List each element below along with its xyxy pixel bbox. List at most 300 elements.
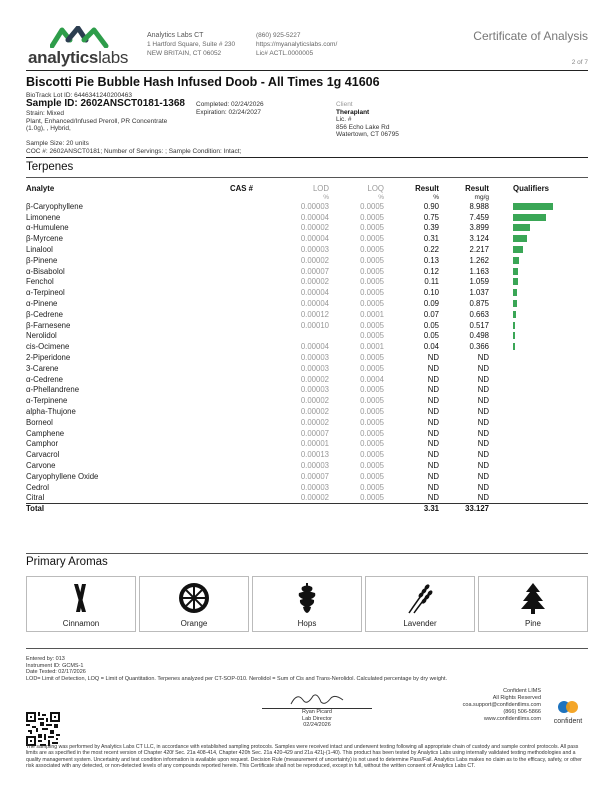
table-row	[26, 320, 588, 331]
analyte-name: β-Farnesene	[26, 320, 71, 330]
analyte-result-mg: ND	[477, 396, 489, 406]
units-row	[26, 193, 588, 201]
analyte-lod: 0.00004	[300, 288, 329, 298]
concentration-bar	[513, 214, 546, 221]
analyte-loq: 0.0001	[360, 342, 384, 352]
analyte-cas	[189, 428, 279, 439]
table-row	[26, 233, 588, 244]
lab-license: Lic# ACTL.0000005	[256, 50, 314, 57]
aroma-label: Hops	[297, 619, 317, 628]
analyte-result-pct: ND	[427, 363, 439, 373]
analyte-result-pct: ND	[427, 493, 439, 503]
analyte-result-pct: ND	[427, 417, 439, 427]
document-title: Certificate of Analysis	[473, 29, 588, 43]
total-result-pct: 3.31	[423, 504, 439, 514]
analyte-loq: 0.0005	[360, 245, 384, 255]
analyte-loq: 0.0005	[360, 266, 384, 276]
analyte-result-pct: ND	[427, 471, 439, 481]
product-title: Biscotti Pie Bubble Hash Infused Doob - All Times 1g 41606	[26, 75, 380, 89]
logo-text: analyticslabs	[28, 48, 129, 67]
aroma-orange	[139, 576, 249, 632]
table-row	[26, 428, 588, 439]
analyte-name: 3-Carene	[26, 363, 59, 373]
total-lod	[279, 503, 329, 514]
instrument-id: Instrument ID: GCMS-1	[26, 662, 84, 669]
analyte-cas	[189, 233, 279, 244]
analyte-lod: 0.00003	[300, 353, 329, 363]
confident-line2: All Rights Reserved	[492, 695, 541, 701]
signer-date: 02/24/2026	[303, 722, 331, 728]
analyte-result-pct: ND	[427, 461, 439, 471]
analyte-lod: 0.00002	[300, 417, 329, 427]
analyte-result-pct: 0.05	[423, 320, 439, 330]
table-row	[26, 255, 588, 266]
analyte-name: β-Cedrene	[26, 309, 63, 319]
analyte-lod: 0.00003	[300, 201, 329, 211]
cinnamon-icon	[64, 581, 98, 615]
analyte-lod: 0.00001	[300, 439, 329, 449]
analyte-name: Camphene	[26, 428, 65, 438]
confident-logo-icon	[548, 698, 588, 718]
dates-block	[196, 101, 264, 116]
concentration-bar	[513, 246, 523, 253]
unit-result-pct: %	[433, 193, 439, 201]
analyte-result-pct: 0.90	[423, 201, 439, 211]
signature-icon	[287, 690, 347, 708]
analyte-name: Limonene	[26, 212, 61, 222]
analyte-cas	[189, 341, 279, 352]
analyte-result-mg: ND	[477, 407, 489, 417]
sample-id: Sample ID: 2602ANSCT0181-1368	[26, 98, 185, 109]
qr-code[interactable]	[26, 712, 60, 746]
unit-loq: %	[378, 193, 384, 201]
analyte-result-mg: ND	[477, 385, 489, 395]
analyte-result-pct: ND	[427, 439, 439, 449]
qualifier-cell	[489, 374, 588, 385]
analyte-name: β-Caryophyllene	[26, 201, 83, 211]
qualifier-cell	[489, 417, 588, 428]
analyte-result-pct: ND	[427, 407, 439, 417]
qualifier-cell	[489, 482, 588, 493]
lavender-icon	[403, 581, 437, 615]
qualifier-cell	[489, 309, 588, 320]
analyte-result-mg: ND	[477, 428, 489, 438]
aroma-pine	[478, 576, 588, 632]
analyte-name: β-Pinene	[26, 255, 58, 265]
analyte-loq: 0.0005	[360, 439, 384, 449]
analyte-lod: 0.00004	[300, 299, 329, 309]
qualifier-cell	[489, 341, 588, 352]
analyte-loq: 0.0005	[360, 353, 384, 363]
test-meta	[26, 656, 447, 682]
col-lod: LOD	[312, 183, 329, 193]
confident-logo	[548, 698, 588, 725]
aroma-label: Lavender	[403, 619, 437, 628]
analyte-result-mg: 1.163	[469, 266, 489, 276]
product-type-line2: (1.0g), , Hybrid,	[26, 125, 71, 132]
col-qualifiers: Qualifiers	[513, 183, 549, 193]
lab-address-block	[147, 31, 235, 58]
lab-phone: (860) 925-5227	[256, 32, 301, 39]
analyte-lod: 0.00004	[300, 212, 329, 222]
analyte-cas	[189, 287, 279, 298]
analyte-lod: 0.00003	[300, 363, 329, 373]
aromas-divider-top	[26, 553, 588, 554]
analyte-cas	[189, 277, 279, 288]
analyte-cas	[189, 244, 279, 255]
concentration-bar	[513, 322, 515, 329]
analyte-result-pct: ND	[427, 385, 439, 395]
col-analyte: Analyte	[26, 183, 55, 193]
analyte-loq: 0.0005	[360, 234, 384, 244]
client-license: Lic. #	[336, 116, 352, 123]
analyte-name: α-Terpinene	[26, 396, 68, 406]
analyte-cas	[189, 309, 279, 320]
aromas-divider-bottom	[26, 648, 588, 649]
total-row	[26, 503, 588, 514]
analyte-lod: 0.00003	[300, 385, 329, 395]
terpenes-table	[26, 183, 588, 514]
client-address1: 856 Echo Lake Rd	[336, 123, 390, 131]
table-row	[26, 298, 588, 309]
analyte-lod: 0.00004	[300, 234, 329, 244]
analyte-name: α-Bisabolol	[26, 266, 65, 276]
pine-icon	[516, 581, 550, 615]
qualifier-cell	[489, 287, 588, 298]
table-row	[26, 331, 588, 342]
analyte-loq: 0.0005	[360, 385, 384, 395]
table-row	[26, 352, 588, 363]
col-result-pct: Result	[415, 183, 439, 193]
aromas-section-title: Primary Aromas	[26, 556, 108, 568]
analyte-cas	[189, 223, 279, 234]
table-row	[26, 363, 588, 374]
analyte-result-mg: ND	[477, 374, 489, 384]
qualifier-cell	[489, 493, 588, 504]
analyte-name: Carvone	[26, 461, 56, 471]
client-name: Theraplant	[336, 108, 370, 116]
analyte-lod: 0.00003	[300, 482, 329, 492]
analyte-result-mg: 1.262	[469, 255, 489, 265]
qualifier-cell	[489, 331, 588, 342]
analyte-loq: 0.0001	[360, 309, 384, 319]
qualifier-cell	[489, 320, 588, 331]
analyte-result-mg: ND	[477, 461, 489, 471]
analyte-cas	[189, 320, 279, 331]
analyte-loq: 0.0004	[360, 374, 384, 384]
analyte-loq: 0.0005	[360, 201, 384, 211]
col-loq: LOQ	[367, 183, 384, 193]
qualifier-cell	[489, 255, 588, 266]
table-row	[26, 341, 588, 352]
analyte-cas	[189, 363, 279, 374]
analyte-result-pct: 0.05	[423, 331, 439, 341]
confident-site[interactable]: www.confidentlims.com	[483, 716, 541, 722]
concentration-bar	[513, 311, 516, 318]
analyte-cas	[189, 493, 279, 504]
analyte-lod: 0.00002	[300, 277, 329, 287]
table-row	[26, 471, 588, 482]
qualifier-cell	[489, 212, 588, 223]
analyte-cas	[189, 417, 279, 428]
analyte-cas	[189, 460, 279, 471]
completed-date: Completed: 02/24/2026	[196, 101, 264, 108]
terpenes-section-title: Terpenes	[26, 161, 74, 173]
table-row	[26, 223, 588, 234]
col-result-mg: Result	[465, 183, 489, 193]
disclaimer: The sampling was performed by Analytics Labs CT LLC, in accordance with established sampling protocols. Samples were received intact and underwent testing following all appropriate chain of custody and sample control protocols. All pass limits are as specified in the most recent version of Chapter 420f Sec. 21a 408-414, Chapter 420h Sec. 21a 420-429 and 21a 421j-(1-40). This product has been tested by Analytics Labs using internally validated testing methodologies and a quality management system. Uncertainty and test condition information is available upon request. Decision Rule (measurement of uncertainty) is not used to determine Pass/Fail. Analytics Labs makes no claim as to the efficacy, safety, or other risk associated with any detected, or non-detected levels of any compounds reported herein. This Certificate shall not be reproduced, except in full, without the written consent of Analytics Labs CT.	[26, 744, 582, 769]
qualifier-cell	[489, 223, 588, 234]
analyte-lod	[279, 331, 329, 342]
analyte-result-mg: 8.988	[469, 201, 489, 211]
analyte-result-mg: ND	[477, 450, 489, 460]
qualifier-cell	[489, 363, 588, 374]
analyte-result-pct: 0.75	[423, 212, 439, 222]
analyte-cas	[189, 201, 279, 212]
analyte-name: Camphor	[26, 439, 59, 449]
analyte-result-mg: ND	[477, 471, 489, 481]
analyte-cas	[189, 331, 279, 342]
analyte-result-mg: 0.517	[469, 320, 489, 330]
total-label: Total	[26, 504, 45, 514]
aroma-label: Cinnamon	[62, 619, 100, 628]
qualifier-cell	[489, 385, 588, 396]
table-row	[26, 406, 588, 417]
analyte-cas	[189, 352, 279, 363]
aroma-cinnamon	[26, 576, 136, 632]
analyte-name: Caryophyllene Oxide	[26, 471, 99, 481]
aroma-lavender	[365, 576, 475, 632]
analyte-result-pct: 0.13	[423, 255, 439, 265]
analyte-result-pct: ND	[427, 353, 439, 363]
concentration-bar	[513, 289, 517, 296]
qualifier-cell	[489, 428, 588, 439]
qualifier-cell	[489, 233, 588, 244]
concentration-bar	[513, 268, 518, 275]
lod-note: LOD= Limit of Detection, LOQ = Limit of Quantitation. Terpenes analyzed per CT-SOP-010. Nerolidol = Sum of Cis and Trans-Nerolidol. Calculated percentage by dry weight.	[26, 675, 448, 682]
total-result-mg: 33.127	[465, 504, 489, 514]
lab-address-line1: 1 Hartford Square, Suite # 230	[147, 41, 236, 48]
analyte-result-pct: 0.12	[423, 266, 439, 276]
concentration-bar	[513, 278, 518, 285]
analyte-cas	[189, 266, 279, 277]
info-divider	[26, 157, 588, 158]
analyte-lod: 0.00002	[300, 374, 329, 384]
total-qualifier	[489, 503, 588, 514]
analyte-result-pct: 0.10	[423, 288, 439, 298]
strain: Strain: Mixed	[26, 110, 64, 117]
analyte-result-mg: 3.124	[469, 234, 489, 244]
table-row	[26, 266, 588, 277]
analyte-loq: 0.0005	[360, 407, 384, 417]
analyte-lod: 0.00012	[300, 309, 329, 319]
table-row	[26, 439, 588, 450]
analyte-result-pct: ND	[427, 482, 439, 492]
analyte-result-mg: ND	[477, 482, 489, 492]
aroma-label: Orange	[180, 619, 208, 628]
analyte-result-mg: 0.875	[469, 299, 489, 309]
analyte-cas	[189, 406, 279, 417]
table-row	[26, 201, 588, 212]
analyte-lod: 0.00003	[300, 245, 329, 255]
analyte-lod: 0.00002	[300, 493, 329, 503]
qualifier-cell	[489, 201, 588, 212]
lab-address-line2: NEW BRITAIN, CT 06052	[147, 50, 222, 57]
analyte-result-pct: 0.09	[423, 299, 439, 309]
concentration-bar	[513, 203, 553, 210]
lab-name: Analytics Labs CT	[147, 32, 204, 39]
analyte-name: Nerolidol	[26, 331, 57, 341]
analyte-loq: 0.0005	[360, 428, 384, 438]
biotrack-lot-id: BioTrack Lot ID: 6446341240200463	[26, 92, 133, 99]
entered-by: Entered by: 013	[26, 656, 65, 662]
qualifier-cell	[489, 352, 588, 363]
analyte-lod: 0.00003	[300, 461, 329, 471]
client-block	[336, 101, 399, 139]
qualifier-cell	[489, 406, 588, 417]
client-label: Client	[336, 101, 353, 108]
analyte-cas	[189, 439, 279, 450]
aroma-hops	[252, 576, 362, 632]
analyte-result-mg: 0.498	[469, 331, 489, 341]
confident-lims-block	[463, 688, 541, 723]
concentration-bar	[513, 257, 519, 264]
table-row	[26, 417, 588, 428]
table-row	[26, 449, 588, 460]
analyte-loq: 0.0005	[360, 363, 384, 373]
analyte-name: 2-Piperidone	[26, 353, 71, 363]
analyte-lod: 0.00010	[300, 320, 329, 330]
confident-line1: Confident LIMS	[503, 688, 541, 694]
analyte-lod: 0.00013	[300, 450, 329, 460]
analyte-result-mg: ND	[477, 353, 489, 363]
analyte-cas	[189, 298, 279, 309]
concentration-bar	[513, 332, 515, 339]
analyte-loq: 0.0005	[360, 450, 384, 460]
concentration-bar	[513, 235, 527, 242]
analyte-name: Citral	[26, 493, 45, 503]
analyte-loq: 0.0005	[360, 212, 384, 222]
analyte-loq: 0.0005	[360, 396, 384, 406]
analyte-name: alpha-Thujone	[26, 407, 76, 417]
analyte-lod: 0.00007	[300, 471, 329, 481]
analyte-cas	[189, 385, 279, 396]
header-divider	[26, 70, 588, 71]
confident-email[interactable]: coa.support@confidentlims.com	[462, 702, 541, 708]
analyte-loq: 0.0005	[360, 288, 384, 298]
analyte-cas	[189, 255, 279, 266]
qualifier-cell	[489, 266, 588, 277]
analyte-result-pct: ND	[427, 374, 439, 384]
analyte-name: Linalool	[26, 245, 53, 255]
client-address2: Watertown, CT 06795	[336, 131, 399, 138]
analyte-cas	[189, 471, 279, 482]
analyte-lod: 0.00002	[300, 223, 329, 233]
analytics-labs-logo	[28, 24, 138, 70]
analyte-loq: 0.0005	[360, 277, 384, 287]
analyte-result-pct: 0.04	[423, 342, 439, 352]
terpenes-divider	[26, 177, 588, 178]
table-row	[26, 395, 588, 406]
table-header-row	[26, 183, 588, 193]
analyte-lod: 0.00007	[300, 266, 329, 276]
analyte-loq: 0.0005	[360, 299, 384, 309]
table-row	[26, 374, 588, 385]
qualifier-cell	[489, 244, 588, 255]
analyte-result-mg: ND	[477, 363, 489, 373]
orange-icon	[177, 581, 211, 615]
total-cas	[189, 503, 279, 514]
analyte-name: α-Pinene	[26, 299, 58, 309]
analyte-name: α-Phellandrene	[26, 385, 80, 395]
analyte-result-mg: 0.366	[469, 342, 489, 352]
analyte-cas	[189, 449, 279, 460]
concentration-bar	[513, 300, 517, 307]
table-row	[26, 287, 588, 298]
product-type-line1: Plant, Enhanced/Infused Preroll, PR Concentrate	[26, 117, 168, 125]
analyte-result-mg: ND	[477, 439, 489, 449]
analyte-name: Fenchol	[26, 277, 54, 287]
analyte-result-pct: 0.39	[423, 223, 439, 233]
analyte-result-pct: 0.11	[424, 277, 439, 287]
table-row	[26, 460, 588, 471]
analyte-name: α-Humulene	[26, 223, 69, 233]
table-row	[26, 385, 588, 396]
analyte-result-pct: ND	[427, 428, 439, 438]
analyte-cas	[189, 395, 279, 406]
product-details	[26, 110, 167, 133]
analyte-name: α-Terpineol	[26, 288, 65, 298]
analyte-name: Borneol	[26, 417, 53, 427]
analyte-result-pct: 0.22	[423, 245, 439, 255]
analyte-name: Carvacrol	[26, 450, 60, 460]
table-row	[26, 277, 588, 288]
date-tested: Date Tested: 02/17/2026	[26, 669, 86, 675]
analyte-loq: 0.0005	[360, 461, 384, 471]
analyte-result-pct: ND	[427, 396, 439, 406]
lab-website[interactable]: https://myanalyticslabs.com/	[256, 41, 338, 48]
analyte-result-pct: ND	[427, 450, 439, 460]
analyte-result-mg: 3.899	[469, 223, 489, 233]
analyte-cas	[189, 482, 279, 493]
analyte-lod: 0.00004	[300, 342, 329, 352]
table-row	[26, 244, 588, 255]
analyte-loq: 0.0005	[360, 417, 384, 427]
analyte-cas	[189, 212, 279, 223]
signature-block	[262, 690, 372, 729]
analyte-lod: 0.00002	[300, 396, 329, 406]
analyte-name: β-Myrcene	[26, 234, 63, 244]
qualifier-cell	[489, 277, 588, 288]
analyte-lod: 0.00002	[300, 255, 329, 265]
analyte-loq: 0.0005	[360, 471, 384, 481]
hops-icon	[290, 581, 324, 615]
table-row	[26, 493, 588, 504]
confident-phone: (866) 506-5866	[503, 709, 541, 715]
analyte-result-mg: ND	[477, 493, 489, 503]
analyte-result-mg: 1.037	[469, 288, 489, 298]
analyte-loq: 0.0005	[360, 482, 384, 492]
analyte-result-mg: 0.663	[469, 309, 489, 319]
signer-name: Ryan Picard	[302, 709, 332, 715]
col-cas: CAS #	[230, 183, 253, 193]
concentration-bar	[513, 224, 530, 231]
analyte-loq: 0.0005	[360, 493, 384, 503]
analyte-cas	[189, 374, 279, 385]
analyte-lod: 0.00002	[300, 407, 329, 417]
analyte-name: Cedrol	[26, 482, 49, 492]
table-row	[26, 212, 588, 223]
